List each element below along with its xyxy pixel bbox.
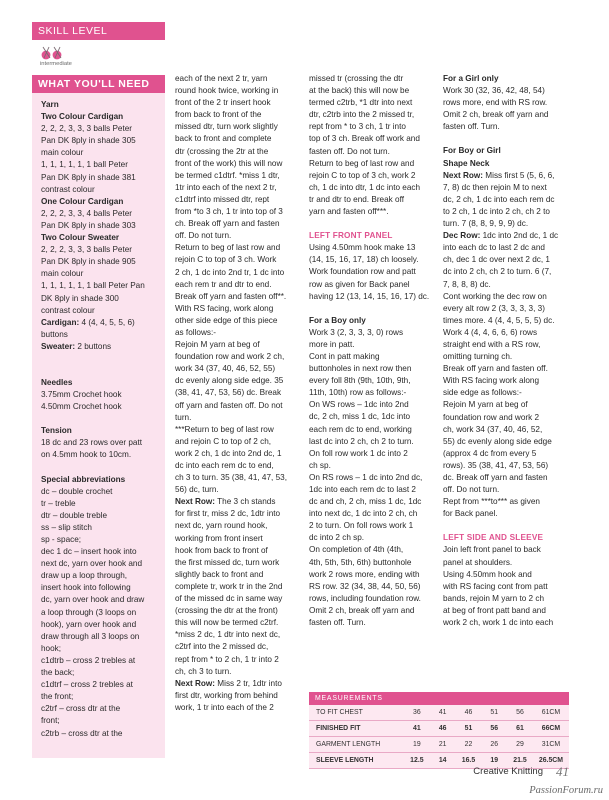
paragraph [443,520,569,532]
materials-line: Cardigan: 4 (4, 4, 5, 5, 6) [41,317,135,327]
materials-line [41,413,159,425]
materials-line: c2trf – cross dtr at the [41,704,121,714]
paragraph: Using 4.50mm hook make 13 (14, 15, 16, 17, 18) ch loosely. Work foundation row and patt row as given for Back panel having 12 (13, 14, 15, 16, 17) dc. [309,243,430,301]
materials-line: Needles [41,377,73,387]
measurement-cell: 56 [516,709,524,716]
materials-line: One Colour Cardigan [41,196,124,206]
materials-line: on 4.5mm hook to 10cm. [41,450,132,460]
paragraph: Work 3 (2, 3, 3, 3, 0) rows more in patt. Cont in patt making buttonholes in next row then every foll 8th (9th, 10th, 9th, 11th, 10th) row as follows:- On WS rows – 1dc into 2nd dc, 2 ch, miss 1 dc, 1dc into each rem dc to end, working last dc into 2 ch, ch 2 to turn. On foll row work 1 dc into 2 ch sp. On RS rows – 1 dc into 2nd dc, 1dc into each rem dc to last 2 dc and ch, 2 ch, miss 1 dc, 1dc into next dc, 1 dc into 2 ch, ch 2 to turn. On foll rows work 1 dc into 2 ch sp. On completion of 4th (4th, 4th, 5th, 5th, 6th) buttonhole work 2 rows more, ending with RS row. 32 (34, 38, 44, 50, 56) rows, including foundation row. Omit 2 ch, break off yarn and fasten off. Turn. [309,327,423,628]
materials-line: hook; [41,643,62,653]
section-heading: LEFT FRONT PANEL [309,231,393,241]
watermark: PassionForum.ru [529,785,603,796]
materials-line: c1dtrf – cross 2 trebles at [41,680,133,690]
materials-line: dc, yarn over hook and draw [41,595,145,605]
measurement-cell: 29 [516,741,524,748]
yarn-ball-icon [40,46,66,60]
materials-line: the back; [41,668,75,678]
materials-line: Special abbreviations [41,474,126,484]
materials-line: dc – double crochet [41,486,113,496]
measurements-row [309,705,569,721]
measurement-cell: 22 [464,741,473,748]
measurement-cell: 19 [413,741,421,748]
materials-line: Yarn [41,100,59,109]
paragraph: Join left front panel to back panel at shoulders. Using 4.50mm hook and with RS facing cont from patt bands, rejoin M yarn to 2 ch at beg of front patt band and work 2 ch, work 1 dc into each [443,545,554,628]
measurement-cell: 51 [490,709,499,716]
materials-line: hook), yarn over hook and [41,619,137,629]
paragraph: Next Row: Miss 2 tr, 1dtr into first dtr, working from behind work, 1 tr into each of the 2 [175,678,282,712]
measurement-cell: 46 [438,725,447,732]
materials-line: c1dtrb – cross 2 trebles at [41,655,136,665]
paragraph: Next Row: The 3 ch stands for first tr, miss 2 dc, 1dtr into next dc, yarn round hook, working from front insert hook from back to front of the first missed dc, turn work slightly back to front and complete tr, work tr in the 2nd of the missed dc in same way (crossing the dtr at the front) this will now be termed c2trf. *miss 2 dc, 1 dtr into next dc, c2trf into the 2 missed dc, rept from * to 2 ch, 1 tr into 2 ch, ch 3 to turn. [175,497,283,676]
measurement-cell: 21 [438,741,447,748]
measurement-cell: 12.5 [410,757,424,764]
materials-line: main colour [41,269,84,279]
pattern-column-2 [309,73,435,629]
paragraph: Work 30 (32, 36, 42, 48, 54) rows more, end with RS row. Omit 2 ch, break off yarn and fasten off. Turn. [443,86,549,132]
paragraph [309,303,435,315]
materials-line: draw through all 3 loops on [41,631,140,641]
materials-line: a loop through (3 loops on [41,607,137,617]
materials-line: next dc, yarn over hook and [41,559,143,569]
measurement-label: GARMENT LENGTH [316,741,381,748]
materials-line: draw up a loop through, [41,571,128,581]
materials-line: insert hook into following [41,583,131,593]
materials-line: c2trb – cross dtr at the [41,728,123,738]
materials-line: 2, 2, 2, 3, 3, 4 balls Peter [41,208,133,218]
materials-line: 1, 1, 1, 1, 1, 1 ball Peter [41,160,128,170]
materials-line: contrast colour [41,305,95,315]
materials-line: 3.75mm Crochet hook [41,390,122,400]
measurement-values [404,725,569,732]
pattern-column-1 [175,73,303,714]
measurement-cell: 46 [464,709,473,716]
materials-line: dtr – double treble [41,510,107,520]
paragraph: missed tr (crossing the dtr at the back) this will now be termed c2trb, *1 dtr into next dtr, c2trb into the 2 missed tr, rept from * to 3 ch, 1 tr into top of 3 ch. Break off work and fasten off. Do not turn. Return to beg of last row and rejoin C to top of 3 ch, work 2 ch, 1 dc into dtr, 1 dc into each tr and dtr to end. Break off yarn and fasten off***. [309,74,421,217]
measurement-cell: 36 [413,709,421,716]
measurement-label: FINISHED FIT [316,725,361,732]
measurement-values [404,709,569,716]
materials-line: Pan DK 8ply in shade 905 [41,257,136,267]
measurement-cell: 26.5CM [538,757,564,764]
materials-line: 2, 2, 2, 3, 3, 3 balls Peter [41,124,133,134]
paragraph: Dec Row: 1dc into 2nd dc, 1 dc into each dc to last 2 dc and ch, dec 1 dc over next 2 dc, 1 dc into 2 ch, ch 2 to turn. 6 (7, 7, 8, 8, 8) dc. Cont working the dec row on every alt row 2 (3, 3, 3, 3, 3) times more. 4 (4, 4, 5, 5, 5) dc. Work 4 (4, 4, 6, 6, 6) rows straight end with a RS row, omitting turning ch. Break off yarn and fasten off. With RS facing work along side edge as follows:- Rejoin M yarn at beg of foundation row and work 2 ch, work 34 (37, 40, 46, 52, 55) dc evenly along side edge (approx 4 dc from every 5 rows). 35 (38, 41, 47, 53, 56) dc. Break off yarn and fasten off. Do not turn. Rept from ***to*** as given for Back panel. [443,231,559,519]
measurement-cell: 31CM [541,741,561,748]
materials-line: Pan DK 8ply in shade 303 [41,220,136,230]
paragraph: Next Row: Miss first 5 (5, 6, 6, 7, 8) dc then rejoin M to next dc, 2 ch, 1 dc into each rem dc to 2 ch, 1 dc into 2 ch, ch 2 to turn. 7 (8, 8, 9, 9, 9) dc. [443,170,555,229]
paragraph [309,218,435,230]
materials-line: Two Colour Sweater [41,233,120,243]
materials-line [41,365,159,377]
materials-line: Pan DK 8ply in shade 305 [41,136,136,146]
measurements-heading: MEASUREMENTS [309,692,569,705]
subheading: For a Boy only [309,315,366,325]
materials-line [41,462,159,474]
materials-line: Sweater: 2 buttons [41,341,112,351]
measurement-cell: 19 [490,757,499,764]
materials-line: Pan DK 8ply in shade 381 [41,172,136,182]
what-you-need-heading: WHAT YOU'LL NEED [32,75,165,93]
measurement-cell: 51 [464,725,473,732]
skill-level-heading: SKILL LEVEL [32,22,165,40]
materials-line: main colour [41,148,84,158]
section-heading: LEFT SIDE AND SLEEVE [443,533,544,543]
materials-line: dec 1 dc – insert hook into [41,547,137,557]
measurement-cell: 41 [438,709,447,716]
measurements-row [309,721,569,737]
paragraph: each of the next 2 tr, yarn round hook twice, working in front of the 2 tr insert hook from back to front of the missed dtr, turn work slightly back to front and complete dtr (crossing the 2tr at the front of the work) this will now be termed c1dtrf. *miss 1 dtr, 1tr into each of the next 2 tr, c1dtrf into missed dtr, rept from *to 3 ch, 1 tr into top of 3 ch. Break off yarn and fasten off. Do not turn. Return to beg of last row and rejoin C to top of 3 ch. Work 2 ch, 1 dc into 2nd tr, 1 dc into each rem tr and dtr to end. Break off yarn and fasten off**. With RS facing, work along other side edge of this piece as follows:- Rejoin M yarn at beg of foundation row and work 2 ch, work 34 (37, 40, 46, 52, 55) dc evenly along side edge. 35 (38, 41, 47, 53, 56) dc. Break off yarn and fasten off. Do not turn. ***Return to beg of last row and rejoin C to top of 2 ch, work 2 ch, 1 dc into 2nd dc, 1 dc into each rem dc to end, ch 3 to turn. 35 (38, 41, 47, 53, 56) dc, turn. [175,74,287,495]
materials-line: front; [41,716,60,726]
measurement-cell: 41 [413,725,421,732]
materials-list [32,93,165,740]
materials-line: Two Colour Cardigan [41,112,124,122]
measurement-cell: 61 [516,725,524,732]
measurement-cell: 21.5 [513,757,527,764]
materials-line: ss – slip stitch [41,522,92,532]
materials-line: 4.50mm Crochet hook [41,402,122,412]
measurement-cell: 61CM [541,709,561,716]
measurement-cell: 26 [490,741,499,748]
materials-line: 2, 2, 2, 3, 3, 3 balls Peter [41,245,133,255]
subheading: For a Girl only [443,74,499,83]
materials-line: 1, 1, 1, 1, 1, 1 ball Peter Pan [41,281,145,291]
materials-line: 18 dc and 23 rows over patt [41,438,143,448]
subheading: For Boy or Girl Shape Neck [443,146,501,168]
materials-line: Tension [41,426,72,436]
magazine-title: Creative Knitting [473,766,543,777]
measurement-label: TO FIT CHEST [316,709,363,716]
materials-line: contrast colour [41,184,95,194]
materials-sidebar [32,22,165,758]
materials-line [41,353,159,365]
skill-level-box [32,40,165,75]
measurement-values [404,757,569,764]
measurement-cell: 16.5 [461,757,476,764]
materials-line: DK 8ply in shade 300 [41,293,119,303]
materials-line: the front; [41,692,74,702]
materials-line: buttons [41,329,68,339]
measurement-cell: 14 [438,757,447,764]
pattern-column-3 [443,73,569,629]
materials-line: sp - space; [41,535,82,544]
measurement-label: SLEEVE LENGTH [316,757,374,764]
materials-line: tr – treble [41,498,76,508]
measurements-table [309,692,569,769]
measurement-cell: 66CM [541,725,561,732]
measurement-values [404,741,569,748]
measurement-cell: 56 [490,725,499,732]
paragraph [443,133,569,145]
page-number: 41 [556,764,569,779]
measurements-row [309,737,569,753]
skill-level-caption: intermediate [40,61,72,67]
